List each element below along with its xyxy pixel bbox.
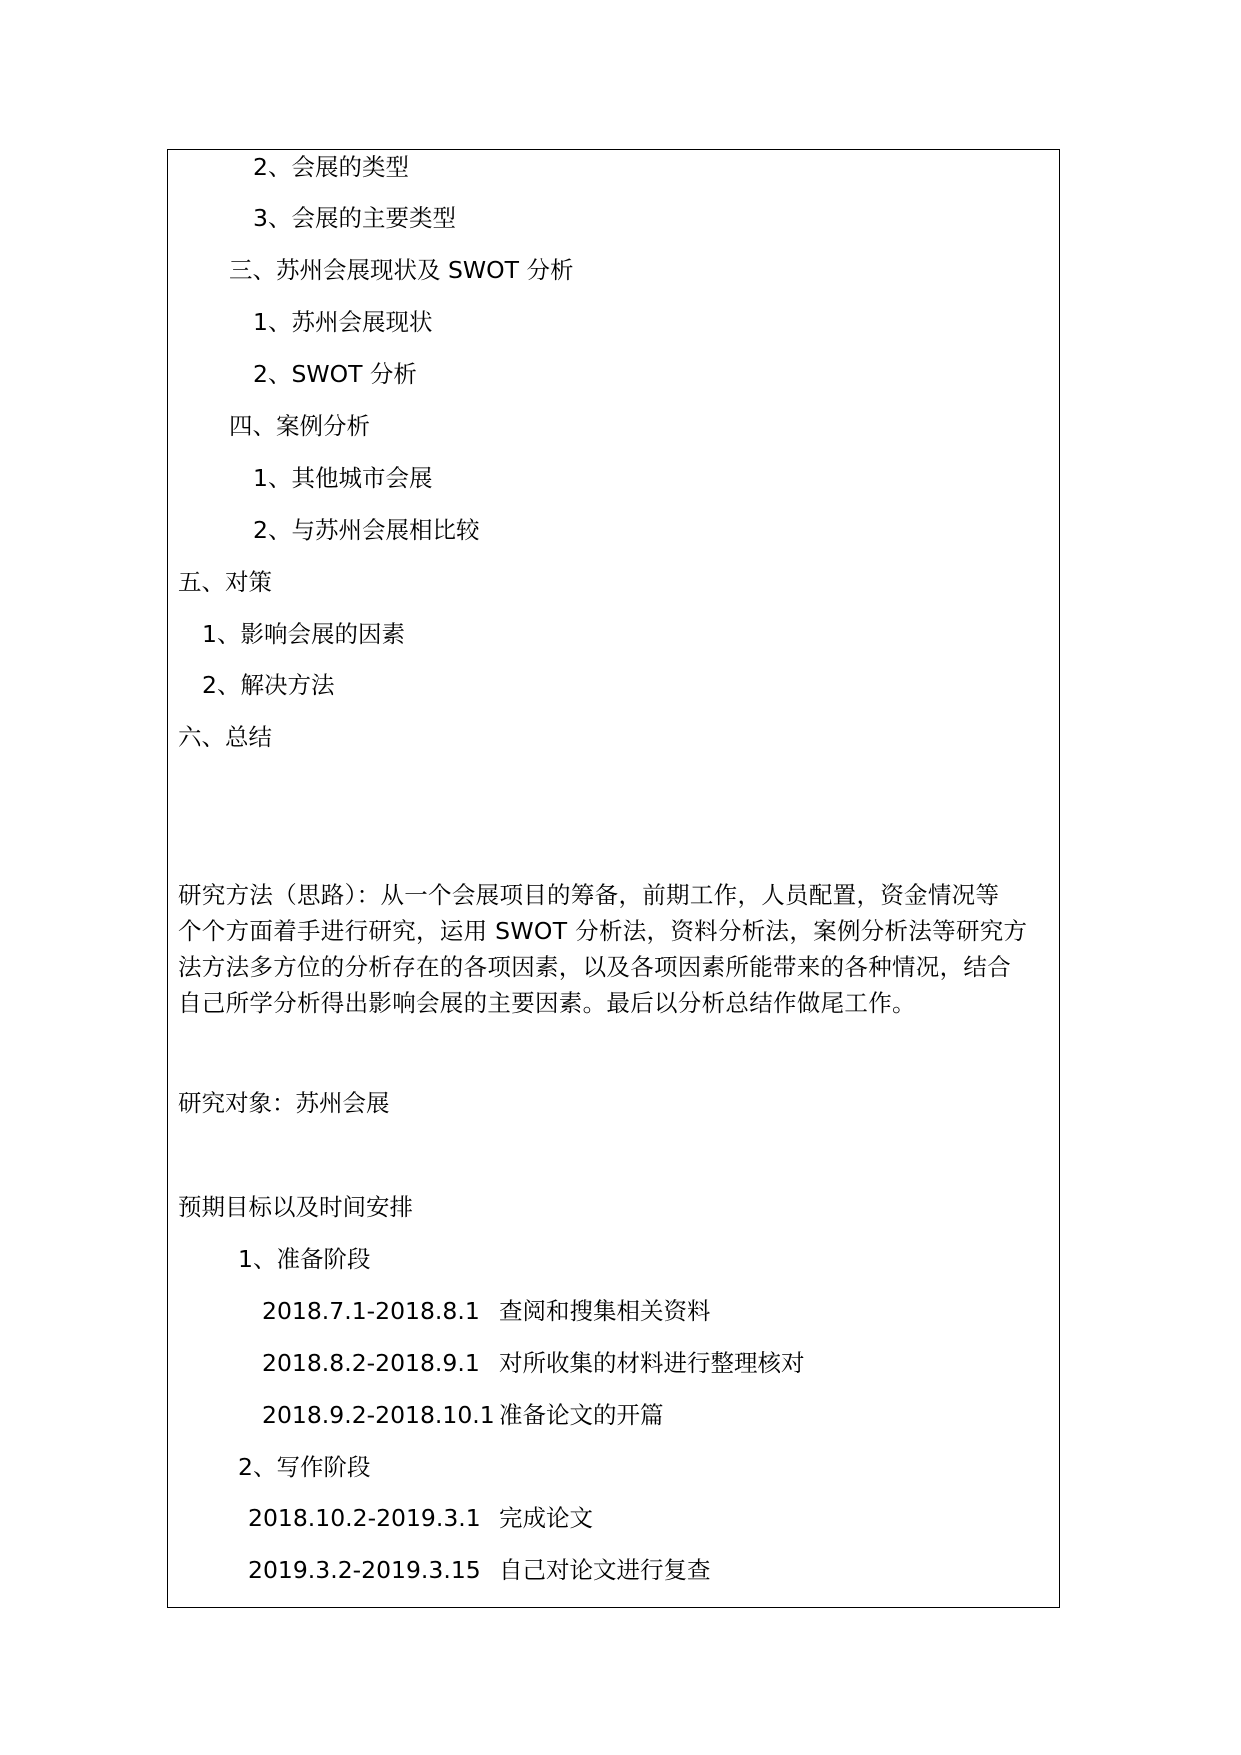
outline-item: 3、会展的主要类型 xyxy=(253,204,456,232)
paragraph-line: 研究方法（思路）：从一个会展项目的筹备，前期工作，人员配置，资金情况等 xyxy=(178,881,1000,909)
outline-section-heading: 六、总结 xyxy=(178,723,272,751)
paragraph-line: 自己所学分析得出影响会展的主要因素。最后以分析总结作做尾工作。 xyxy=(178,989,916,1017)
stage-heading: 1、准备阶段 xyxy=(238,1245,371,1273)
paragraph-line: 法方法多方位的分析存在的各项因素，以及各项因素所能带来的各种情况，结合 xyxy=(178,953,1011,981)
schedule-date: 2019.3.2-2019.3.15 xyxy=(248,1556,481,1584)
outline-section-heading: 三、苏州会展现状及 SWOT 分析 xyxy=(229,256,574,284)
outline-item: 1、其他城市会展 xyxy=(253,464,433,492)
schedule-description: 完成论文 xyxy=(499,1504,593,1532)
schedule-date: 2018.8.2-2018.9.1 xyxy=(262,1349,480,1377)
research-method-paragraph xyxy=(178,877,1050,1021)
outline-item: 2、解决方法 xyxy=(202,671,335,699)
schedule-date: 2018.10.2-2019.3.1 xyxy=(248,1504,481,1532)
outline-item: 2、SWOT 分析 xyxy=(253,360,417,388)
outline-item: 1、影响会展的因素 xyxy=(202,620,405,648)
paragraph-line: 个个方面着手进行研究，运用 SWOT 分析法，资料分析法，案例分析法等研究方 xyxy=(178,917,1028,945)
schedule-row xyxy=(262,1296,711,1326)
outline-item: 2、与苏州会展相比较 xyxy=(253,516,480,544)
outline-section-heading: 四、案例分析 xyxy=(229,412,370,440)
schedule-row xyxy=(248,1555,711,1585)
schedule-description: 准备论文的开篇 xyxy=(499,1401,664,1429)
outline-item: 2、会展的类型 xyxy=(253,153,409,181)
schedule-row xyxy=(262,1348,805,1378)
schedule-row xyxy=(262,1400,664,1430)
stage-heading: 2、写作阶段 xyxy=(238,1453,371,1481)
schedule-row xyxy=(248,1503,593,1533)
schedule-description: 查阅和搜集相关资料 xyxy=(499,1297,711,1325)
outline-section-heading: 五、对策 xyxy=(178,568,272,596)
schedule-description: 自己对论文进行复查 xyxy=(499,1556,711,1584)
schedule-date: 2018.9.2-2018.10.1 xyxy=(262,1401,495,1429)
schedule-heading: 预期目标以及时间安排 xyxy=(178,1193,413,1221)
schedule-description: 对所收集的材料进行整理核对 xyxy=(499,1349,805,1377)
schedule-date: 2018.7.1-2018.8.1 xyxy=(262,1297,480,1325)
outline-item: 1、苏州会展现状 xyxy=(253,308,433,336)
research-object: 研究对象：苏州会展 xyxy=(178,1089,390,1117)
